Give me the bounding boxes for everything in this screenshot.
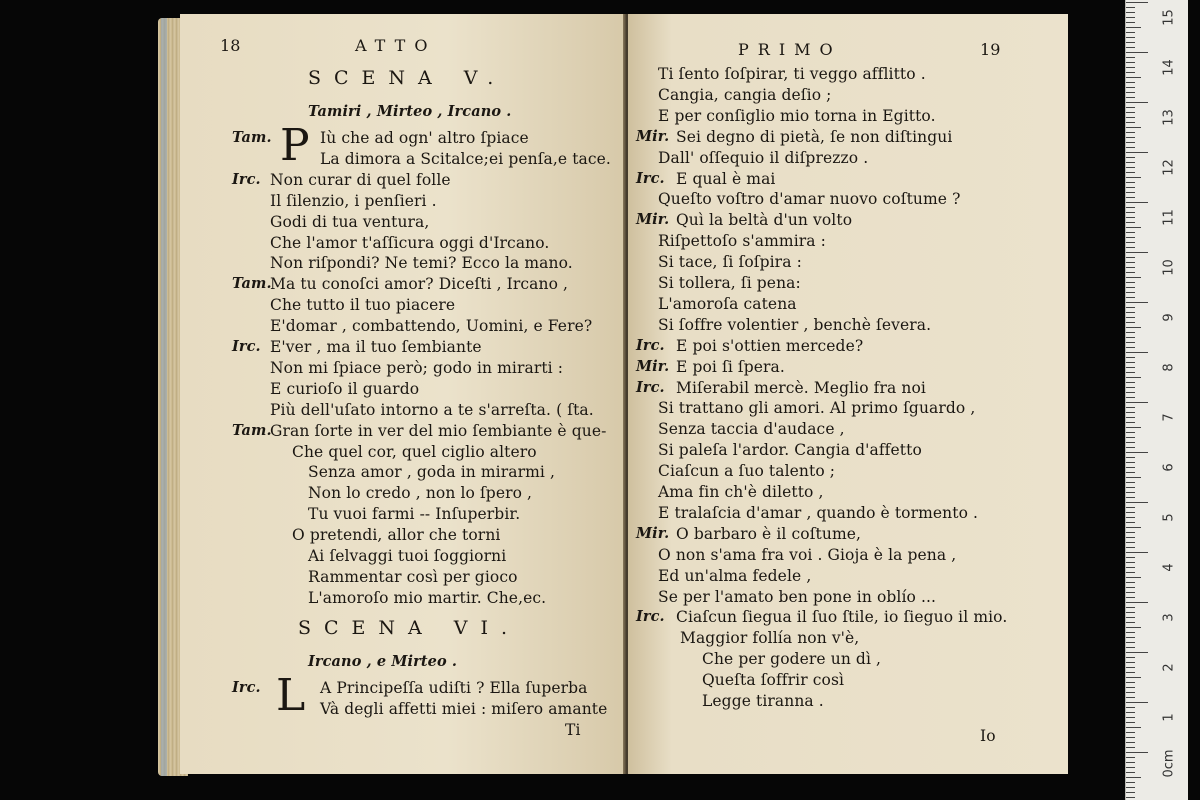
ruler-tick — [1126, 62, 1135, 63]
ruler-label: 11 — [1161, 209, 1177, 226]
verse-line: L'amoroſa catena — [658, 294, 797, 313]
ruler-tick — [1126, 132, 1135, 133]
verse-line: Il ſilenzio, i penſieri . — [270, 191, 437, 210]
ruler-label: 2 — [1161, 663, 1177, 672]
ruler-tick — [1126, 572, 1135, 573]
ruler-tick — [1126, 442, 1135, 443]
speaker-label: Irc. — [232, 338, 261, 355]
speaker-label: Irc. — [636, 608, 665, 626]
ruler-tick — [1126, 262, 1135, 263]
verse-line: Iù che ad ogn' altro ſpiace — [320, 129, 529, 147]
verse-line: Cangia, cangia deſio ; — [658, 85, 832, 104]
ruler-tick — [1126, 542, 1135, 543]
ruler-tick — [1126, 472, 1135, 473]
ruler-tick — [1126, 82, 1135, 83]
ruler-tick — [1126, 397, 1135, 398]
ruler-tick — [1126, 652, 1148, 653]
ruler-tick — [1126, 17, 1135, 18]
scene-v-cast: Tamiri , Mirteo , Ircano . — [308, 103, 512, 120]
ruler-tick — [1126, 287, 1135, 288]
verse-line: Ama fin ch'è diletto , — [658, 483, 824, 501]
ruler-tick — [1126, 772, 1135, 773]
ruler-tick — [1126, 662, 1135, 663]
verse-line: Si ſoffre volentier , benchè ſevera. — [658, 315, 932, 334]
ruler-tick — [1126, 562, 1135, 563]
ruler-tick — [1126, 617, 1135, 618]
verse-line: E'ver , ma il tuo ſembiante — [270, 338, 482, 356]
verse-line: O pretendi, allor che torni — [292, 526, 501, 545]
verse-line: Ti ſento ſoſpirar, ti veggo afflitto . — [658, 65, 926, 83]
ruler-tick — [1126, 42, 1135, 43]
verse-line: Sei degno di pietà, ſe non diſtingui — [676, 127, 953, 146]
ruler-tick — [1126, 417, 1135, 418]
ruler-tick — [1126, 692, 1135, 693]
scene-vi-title: SCENA VI. — [298, 617, 521, 639]
ruler-tick — [1126, 137, 1135, 138]
ruler-tick — [1126, 757, 1135, 758]
verse-line: Si tace, ſi ſoſpira : — [658, 253, 802, 272]
speaker-label: Tam. — [232, 129, 272, 146]
speaker-label: Tam. — [232, 421, 272, 439]
verse-line: Quì la beltà d'un volto — [676, 211, 853, 230]
verse-line: Tu vuoi farmi -- Inſuperbir. — [308, 505, 521, 524]
verse-line: Si paleſa l'ardor. Cangia d'affetto — [658, 441, 922, 460]
ruler-tick — [1126, 457, 1135, 458]
ruler-tick — [1126, 327, 1141, 328]
verse-line: Maggior follía non v'è, — [680, 629, 860, 648]
ruler-tick — [1126, 567, 1135, 568]
verse-line: Và degli affetti miei : miſero amante — [320, 700, 608, 718]
ruler-tick — [1126, 737, 1135, 738]
ruler-tick — [1126, 252, 1148, 253]
ruler-tick — [1126, 727, 1141, 728]
ruler-tick — [1126, 37, 1135, 38]
verse-line: O non s'ama fra voi . Gioja è la pena , — [658, 545, 957, 564]
ruler-tick — [1126, 532, 1135, 533]
ruler-tick — [1126, 32, 1135, 33]
speaker-label: Mir. — [636, 524, 670, 542]
ruler-tick — [1126, 657, 1135, 658]
drop-capital: P — [280, 120, 310, 171]
measurement-ruler — [1125, 0, 1188, 800]
ruler-tick — [1126, 522, 1135, 523]
ruler-tick — [1126, 797, 1135, 798]
ruler-tick — [1126, 682, 1135, 683]
ruler-tick — [1126, 787, 1135, 788]
ruler-tick — [1126, 702, 1148, 703]
ruler-tick — [1126, 627, 1141, 628]
ruler-tick — [1126, 322, 1135, 323]
ruler-tick — [1126, 492, 1135, 493]
ruler-tick — [1126, 707, 1135, 708]
ruler-tick — [1126, 247, 1135, 248]
verse-line: Non lo credo , non lo ſpero , — [308, 484, 533, 503]
scene-v-title: SCENA V. — [308, 67, 507, 89]
ruler-tick — [1126, 2, 1148, 3]
ruler-tick — [1126, 117, 1135, 118]
ruler-tick — [1126, 412, 1135, 413]
ruler-tick — [1126, 97, 1135, 98]
ruler-tick — [1126, 427, 1141, 428]
ruler-tick — [1126, 197, 1135, 198]
ruler-tick — [1126, 12, 1135, 13]
ruler-tick — [1126, 552, 1148, 553]
ruler-tick — [1126, 782, 1135, 783]
ruler-tick — [1126, 157, 1135, 158]
catchword: Io — [980, 727, 996, 745]
verse-line: Miſerabil mercè. Meglio fra noi — [676, 378, 926, 397]
ruler-tick — [1126, 697, 1135, 698]
ruler-tick — [1126, 402, 1148, 403]
ruler-tick — [1126, 602, 1148, 603]
ruler-label: 4 — [1161, 563, 1177, 572]
ruler-tick — [1126, 777, 1141, 778]
ruler-tick — [1126, 372, 1135, 373]
verse-line: Ti — [565, 721, 581, 739]
ruler-label: 0cm — [1161, 749, 1177, 778]
ruler-label: 15 — [1161, 9, 1177, 26]
ruler-tick — [1126, 597, 1135, 598]
ruler-tick — [1126, 187, 1135, 188]
verse-line: Più dell'uſato intorno a te s'arreſta. ( ſta. — [270, 400, 594, 419]
right-page-number: 19 — [980, 40, 1001, 59]
speaker-label: Irc. — [636, 378, 665, 396]
ruler-tick — [1126, 507, 1135, 508]
ruler-tick — [1126, 437, 1135, 438]
ruler-tick — [1126, 592, 1135, 593]
speaker-label: Irc. — [636, 169, 665, 187]
ruler-tick — [1126, 642, 1135, 643]
ruler-tick — [1126, 22, 1135, 23]
verse-line: E per conſiglio mio torna in Egitto. — [658, 106, 936, 125]
ruler-tick — [1126, 527, 1141, 528]
ruler-tick — [1126, 477, 1141, 478]
verse-line: La dimora a Scitalce;ei penſa,e tace. — [320, 149, 611, 168]
ruler-label: 12 — [1161, 159, 1177, 176]
ruler-tick — [1126, 687, 1135, 688]
verse-line: Legge tiranna . — [702, 692, 824, 710]
ruler-tick — [1126, 112, 1135, 113]
verse-line: Queſta ſoffrir così — [702, 671, 845, 690]
left-page — [180, 14, 626, 774]
verse-line: Se per l'amato ben pone in oblío ... — [658, 587, 937, 606]
verse-line: Gran ſorte in ver del mio ſembiante è que- — [270, 421, 607, 440]
ruler-tick — [1126, 577, 1141, 578]
ruler-tick — [1126, 502, 1148, 503]
ruler-tick — [1126, 382, 1135, 383]
left-page-number: 18 — [220, 36, 241, 55]
verse-line: Riſpettoſo s'ammira : — [658, 232, 826, 251]
ruler-tick — [1126, 792, 1135, 793]
scene-vi-cast: Ircano , e Mirteo . — [308, 653, 458, 670]
open-book — [158, 10, 1078, 782]
ruler-tick — [1126, 622, 1135, 623]
ruler-label: 3 — [1161, 613, 1177, 622]
verse-line: O barbaro è il coſtume, — [676, 524, 862, 543]
verse-line: Si trattano gli amori. Al primo ſguardo , — [658, 399, 976, 418]
ruler-tick — [1126, 422, 1135, 423]
ruler-tick — [1126, 332, 1135, 333]
right-running-header: PRIMO — [738, 40, 842, 59]
verse-line: Non curar di quel folle — [270, 170, 451, 189]
ruler-tick — [1126, 762, 1135, 763]
verse-line: E'domar , combattendo, Uomini, e Fere? — [270, 317, 593, 336]
ruler-tick — [1126, 232, 1135, 233]
ruler-tick — [1126, 582, 1135, 583]
ruler-tick — [1126, 297, 1135, 298]
ruler-tick — [1126, 362, 1135, 363]
ruler-tick — [1126, 342, 1135, 343]
ruler-label: 1 — [1161, 713, 1177, 722]
ruler-tick — [1126, 377, 1141, 378]
ruler-tick — [1126, 212, 1135, 213]
verse-line: Godi di tua ventura, — [270, 212, 430, 231]
ruler-tick — [1126, 142, 1135, 143]
verse-line: E qual è mai — [676, 169, 776, 188]
speaker-label: Mir. — [636, 357, 670, 375]
ruler-tick — [1126, 447, 1135, 448]
ruler-tick — [1126, 612, 1135, 613]
ruler-tick — [1126, 92, 1135, 93]
ruler-tick — [1126, 147, 1135, 148]
ruler-label: 7 — [1161, 413, 1177, 422]
right-page — [628, 14, 1068, 774]
verse-line: Che quel cor, quel ciglio altero — [292, 442, 537, 461]
verse-line: A Principeſſa udiſti ? Ella ſuperba — [320, 679, 588, 697]
verse-line: Che tutto il tuo piacere — [270, 296, 456, 315]
ruler-tick — [1126, 27, 1141, 28]
speaker-label: Irc. — [232, 170, 261, 188]
speaker-label: Tam. — [232, 275, 272, 293]
ruler-tick — [1126, 387, 1135, 388]
ruler-tick — [1126, 182, 1135, 183]
ruler-tick — [1126, 337, 1135, 338]
verse-line: Ciaſcun ſiegua il ſuo ſtile, io ſieguo il mio. — [676, 608, 1008, 627]
ruler-tick — [1126, 207, 1135, 208]
ruler-tick — [1126, 467, 1135, 468]
verse-line: Non riſpondi? Ne temi? Ecco la mano. — [270, 254, 573, 273]
ruler-tick — [1126, 747, 1135, 748]
verse-line: Si tollera, ſi pena: — [658, 274, 801, 292]
ruler-tick — [1126, 632, 1135, 633]
ruler-tick — [1126, 547, 1135, 548]
verse-line: Ed un'alma fedele , — [658, 566, 812, 585]
ruler-tick — [1126, 7, 1135, 8]
ruler-tick — [1126, 452, 1148, 453]
speaker-label: Mir. — [636, 211, 670, 229]
speaker-label: Mir. — [636, 127, 670, 145]
ruler-label: 6 — [1161, 463, 1177, 472]
verse-line: E curioſo il guardo — [270, 379, 420, 398]
ruler-tick — [1126, 267, 1135, 268]
verse-line: Ciaſcun a ſuo talento ; — [658, 462, 836, 481]
ruler-tick — [1126, 512, 1135, 513]
ruler-tick — [1126, 752, 1148, 753]
ruler-tick — [1126, 517, 1135, 518]
ruler-tick — [1126, 162, 1135, 163]
ruler-tick — [1126, 102, 1148, 103]
ruler-tick — [1126, 172, 1135, 173]
ruler-tick — [1126, 722, 1135, 723]
verse-line: Non mi ſpiace però; godo in mirarti : — [270, 358, 564, 377]
ruler-tick — [1126, 217, 1135, 218]
ruler-label: 14 — [1161, 59, 1177, 76]
ruler-tick — [1126, 47, 1135, 48]
ruler-label: 13 — [1161, 109, 1177, 126]
ruler-tick — [1126, 237, 1135, 238]
ruler-tick — [1126, 357, 1135, 358]
ruler-tick — [1126, 87, 1135, 88]
ruler-tick — [1126, 122, 1135, 123]
ruler-tick — [1126, 257, 1135, 258]
verse-line: E poi s'ottien mercede? — [676, 336, 864, 355]
verse-line: Senza taccia d'audace , — [658, 420, 845, 439]
ruler-tick — [1126, 167, 1135, 168]
ruler-tick — [1126, 107, 1135, 108]
ruler-tick — [1126, 497, 1135, 498]
ruler-tick — [1126, 347, 1135, 348]
ruler-tick — [1126, 292, 1135, 293]
verse-line: Che l'amor t'aſſicura oggi d'Ircano. — [270, 233, 550, 252]
ruler-tick — [1126, 77, 1141, 78]
ruler-tick — [1126, 242, 1135, 243]
ruler-tick — [1126, 732, 1135, 733]
ruler-tick — [1126, 177, 1141, 178]
ruler-tick — [1126, 67, 1135, 68]
speaker-label: Irc. — [232, 679, 261, 696]
ruler-tick — [1126, 432, 1135, 433]
ruler-tick — [1126, 307, 1135, 308]
ruler-tick — [1126, 557, 1135, 558]
verse-line: Ai ſelvaggi tuoi ſoggiorni — [308, 547, 507, 565]
verse-line: E tralaſcia d'amar , quando è tormento . — [658, 503, 979, 522]
ruler-tick — [1126, 352, 1148, 353]
verse-line: Che per godere un dì , — [702, 650, 882, 669]
ruler-tick — [1126, 537, 1135, 538]
ruler-tick — [1126, 272, 1135, 273]
ruler-tick — [1126, 57, 1135, 58]
verse-line: Ma tu conoſci amor? Diceſti , Ircano , — [270, 275, 569, 294]
left-running-header: ATTO — [355, 36, 437, 55]
ruler-tick — [1126, 302, 1148, 303]
ruler-tick — [1126, 192, 1135, 193]
ruler-tick — [1126, 227, 1141, 228]
ruler-tick — [1126, 637, 1135, 638]
ruler-tick — [1126, 487, 1135, 488]
ruler-tick — [1126, 367, 1135, 368]
ruler-tick — [1126, 127, 1141, 128]
verse-line: Senza amor , goda in mirarmi , — [308, 463, 556, 482]
book-cover-edge — [161, 18, 167, 776]
verse-line: E poi ſi ſpera. — [676, 357, 785, 376]
drop-capital: L — [276, 670, 306, 721]
ruler-tick — [1126, 312, 1135, 313]
ruler-label: 10 — [1161, 259, 1177, 276]
ruler-tick — [1126, 222, 1135, 223]
ruler-tick — [1126, 672, 1135, 673]
ruler-label: 9 — [1161, 313, 1177, 322]
ruler-tick — [1126, 392, 1135, 393]
verse-line: Queſto voſtro d'amar nuovo coſtume ? — [658, 190, 961, 209]
ruler-tick — [1126, 72, 1135, 73]
ruler-tick — [1126, 717, 1135, 718]
ruler-tick — [1126, 152, 1148, 153]
ruler-tick — [1126, 282, 1135, 283]
ruler-tick — [1126, 767, 1135, 768]
ruler-tick — [1126, 482, 1135, 483]
ruler-tick — [1126, 462, 1135, 463]
ruler-tick — [1126, 202, 1148, 203]
speaker-label: Irc. — [636, 336, 665, 354]
ruler-tick — [1126, 317, 1135, 318]
ruler-tick — [1126, 52, 1148, 53]
ruler-tick — [1126, 647, 1135, 648]
ruler-label: 5 — [1161, 513, 1177, 522]
verse-line: Dall' oſſequio il diſprezzo . — [658, 148, 869, 167]
ruler-tick — [1126, 407, 1135, 408]
ruler-tick — [1126, 712, 1135, 713]
ruler-tick — [1126, 742, 1135, 743]
ruler-tick — [1126, 587, 1135, 588]
verse-line: L'amoroſo mio martir. Che,ec. — [308, 588, 547, 607]
ruler-tick — [1126, 667, 1135, 668]
ruler-tick — [1126, 277, 1141, 278]
ruler-label: 8 — [1161, 363, 1177, 372]
ruler-tick — [1126, 607, 1135, 608]
verse-line: Rammentar così per gioco — [308, 567, 518, 586]
ruler-tick — [1126, 677, 1141, 678]
